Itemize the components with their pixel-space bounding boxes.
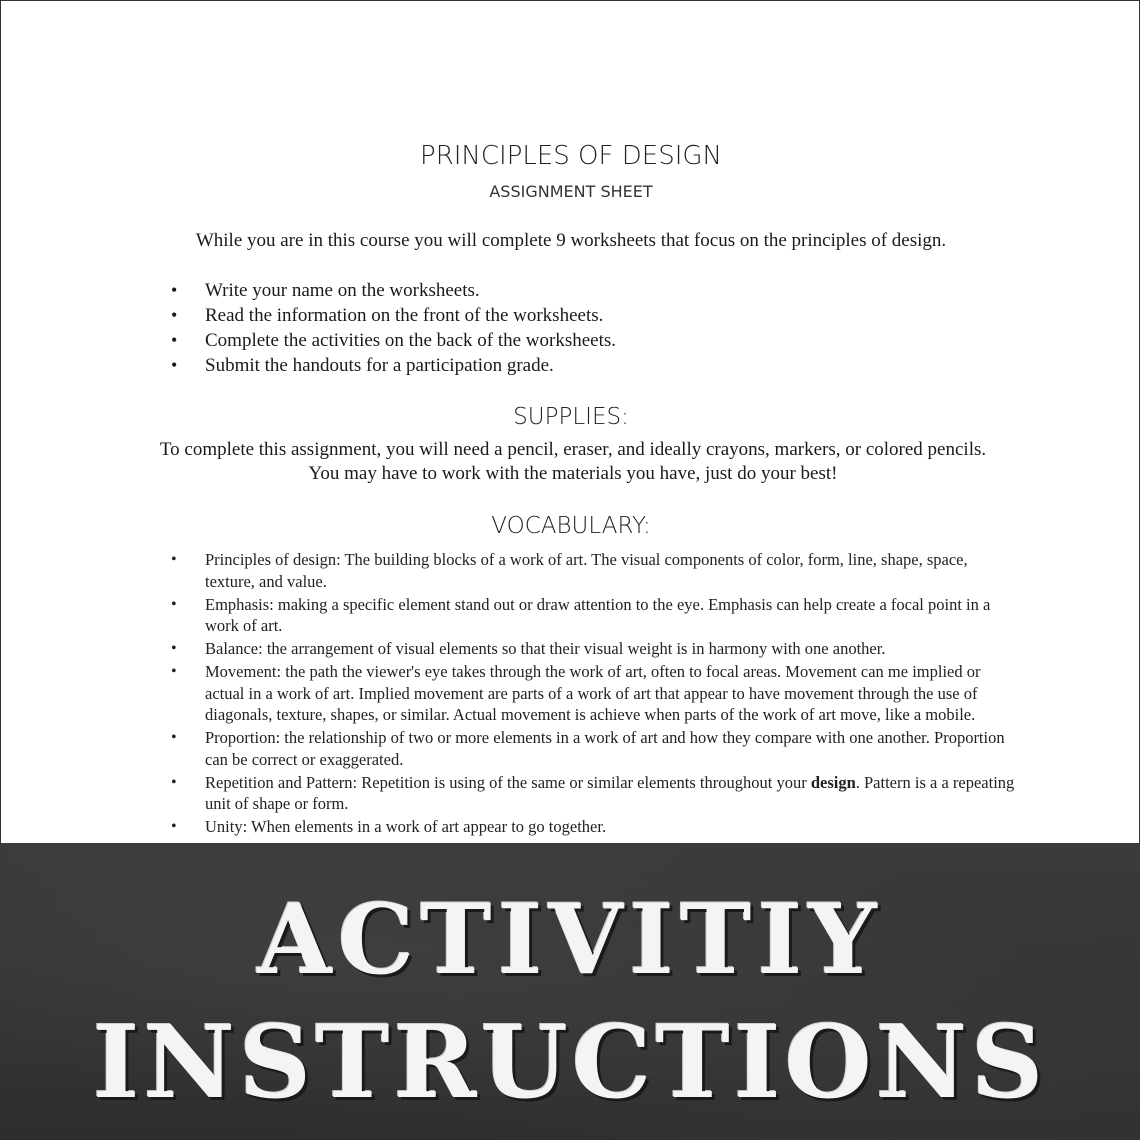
list-item: • Movement: the path the viewer's eye takes through the work of art, often to focal areas. Movement can me implied or actual in a work of art. Implied movement are parts of a work of art that appear to have movement through the use of diagonals, texture, shapes, or similar. Actual movement is achieve when parts of the work of art move, like a mobile.: [171, 661, 1021, 726]
vocabulary-list: [171, 549, 1021, 839]
banner-line-2: INSTRUCTIONS: [92, 1003, 1048, 1121]
list-item: • Submit the handouts for a participation grade.: [171, 353, 616, 378]
chalkboard-banner: [0, 843, 1140, 1140]
list-item: • Balance: the arrangement of visual elements so that their visual weight is in harmony with one another.: [171, 638, 1021, 660]
list-item: • Write your name on the worksheets.: [171, 278, 616, 303]
list-item: • Complete the activities on the back of the worksheets.: [171, 328, 616, 353]
list-item: • Repetition and Pattern: Repetition is using of the same or similar elements throughout your design. Pattern is a a repeating unit of shape or form.: [171, 772, 1021, 815]
page-title: PRINCIPLES OF DESIGN: [420, 141, 722, 171]
supplies-heading: SUPPLIES:: [513, 404, 629, 430]
list-item: • Read the information on the front of the worksheets.: [171, 303, 616, 328]
page-subtitle: ASSIGNMENT SHEET: [489, 182, 653, 201]
list-item: • Proportion: the relationship of two or more elements in a work of art and how they compare with one another. Proportion can be correct or exaggerated.: [171, 727, 1021, 770]
supplies-text: To complete this assignment, you will need a pencil, eraser, and ideally crayons, markers, or colored pencils. You may have to work with the materials you have, just do your best!: [159, 439, 987, 484]
steps-list: [171, 278, 616, 378]
list-item: • Unity: When elements in a work of art appear to go together.: [171, 816, 1021, 838]
vocabulary-heading: VOCABULARY:: [491, 513, 651, 539]
intro-text: While you are in this course you will complete 9 worksheets that focus on the principles of design.: [195, 230, 947, 251]
list-item: • Principles of design: The building blocks of a work of art. The visual components of color, form, line, shape, space, texture, and value.: [171, 549, 1021, 592]
banner-line-1: ACTIVITIY: [257, 883, 883, 996]
list-item: • Emphasis: making a specific element stand out or draw attention to the eye. Emphasis can help create a focal point in a work of art.: [171, 594, 1021, 637]
